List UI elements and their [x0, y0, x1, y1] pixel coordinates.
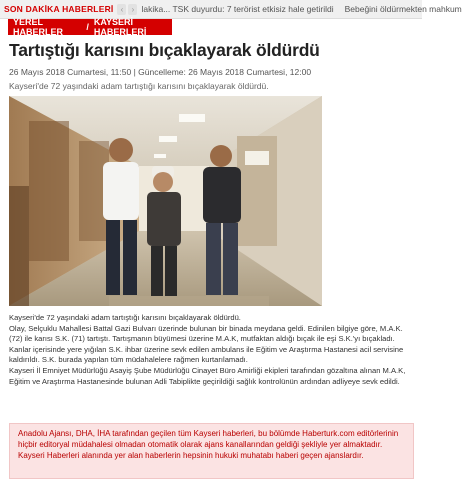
chevron-right-icon[interactable]: ›: [128, 4, 137, 15]
article-paragraph: Kayseri İl Emniyet Müdürlüğü Asayiş Şube Müdürlüğü Cinayet Büro Amirliği ekipleri tarafından gözaltına alınan M.A.K, Eğitim ve Araştırma Hastanesinde bulunan Adli Tabiplikte geçirildiği sağlık kontrolünün ardından adliyeye sevk edildi.: [9, 365, 406, 386]
article-dates: 26 Mayıs 2018 Cumartesi, 11:50 | Güncelleme: 26 Mayıs 2018 Cumartesi, 12:00: [9, 67, 312, 77]
article-title: Tartıştığı karısını bıçaklayarak öldürdü: [9, 40, 320, 60]
ticker-item[interactable]: Bebeğini öldürmekten mahkum: [344, 4, 462, 14]
article-paragraph: Olay, Selçuklu Mahallesi Battal Gazi Bulvarı üzerinde bulunan bir binada meydana geldi. Edinilen bilgiye göre, M.A.K. (72) ile karısı S.K. (71) tartıştı. Tartışmanın büyümesi üzerine M.A.K, mutfaktan aldığı bıçak ile eşi S.K.'yı bıçakladı. Kanlar içerisinde yere yığılan S.K. ihbar üzerine sevk edilen ambulans ile Eğitim ve Araştırma Hastanesi acil servisine kaldırıldı. S.K. burada yapılan tüm müdahalelere rağmen kurtarılamadı.: [9, 323, 404, 365]
breadcrumb-separator: /: [86, 22, 89, 32]
chevron-left-icon[interactable]: ‹: [117, 4, 126, 15]
article-body: [9, 313, 414, 387]
ticker-controls: [117, 4, 137, 15]
article-summary: Kayseri'de 72 yaşındaki adam tartıştığı karısını bıçaklayarak öldürdü.: [9, 81, 269, 91]
article-photo[interactable]: [9, 96, 322, 306]
hospital-corridor-photo: [9, 96, 322, 306]
ticker-item[interactable]: lakika... TSK duyurdu: 7 terörist etkisiz hale getirildi: [141, 4, 334, 14]
agency-disclaimer: Anadolu Ajansı, DHA, İHA tarafından geçilen tüm Kayseri haberleri, bu bölümde Haberturk.com editörlerinin hiçbir editoryal müdahalesi olmadan otomatik olarak ajans kanallarından geldiği şekliyle yer almaktadır. Kayseri Haberleri alanında yer alan haberlerin hepsinin hukuki muhatabı haberi geçen ajanslardır.: [9, 423, 414, 479]
ticker-title: SON DAKİKA HABERLERİ: [4, 4, 114, 14]
article-paragraph: Kayseri'de 72 yaşındaki adam tartıştığı karısını bıçaklayarak öldürdü.: [9, 313, 241, 322]
breadcrumb: [8, 19, 172, 35]
breadcrumb-city-link[interactable]: KAYSERİ HABERLERİ: [93, 17, 147, 37]
breadcrumb-section-link[interactable]: YEREL HABERLER: [13, 17, 64, 37]
